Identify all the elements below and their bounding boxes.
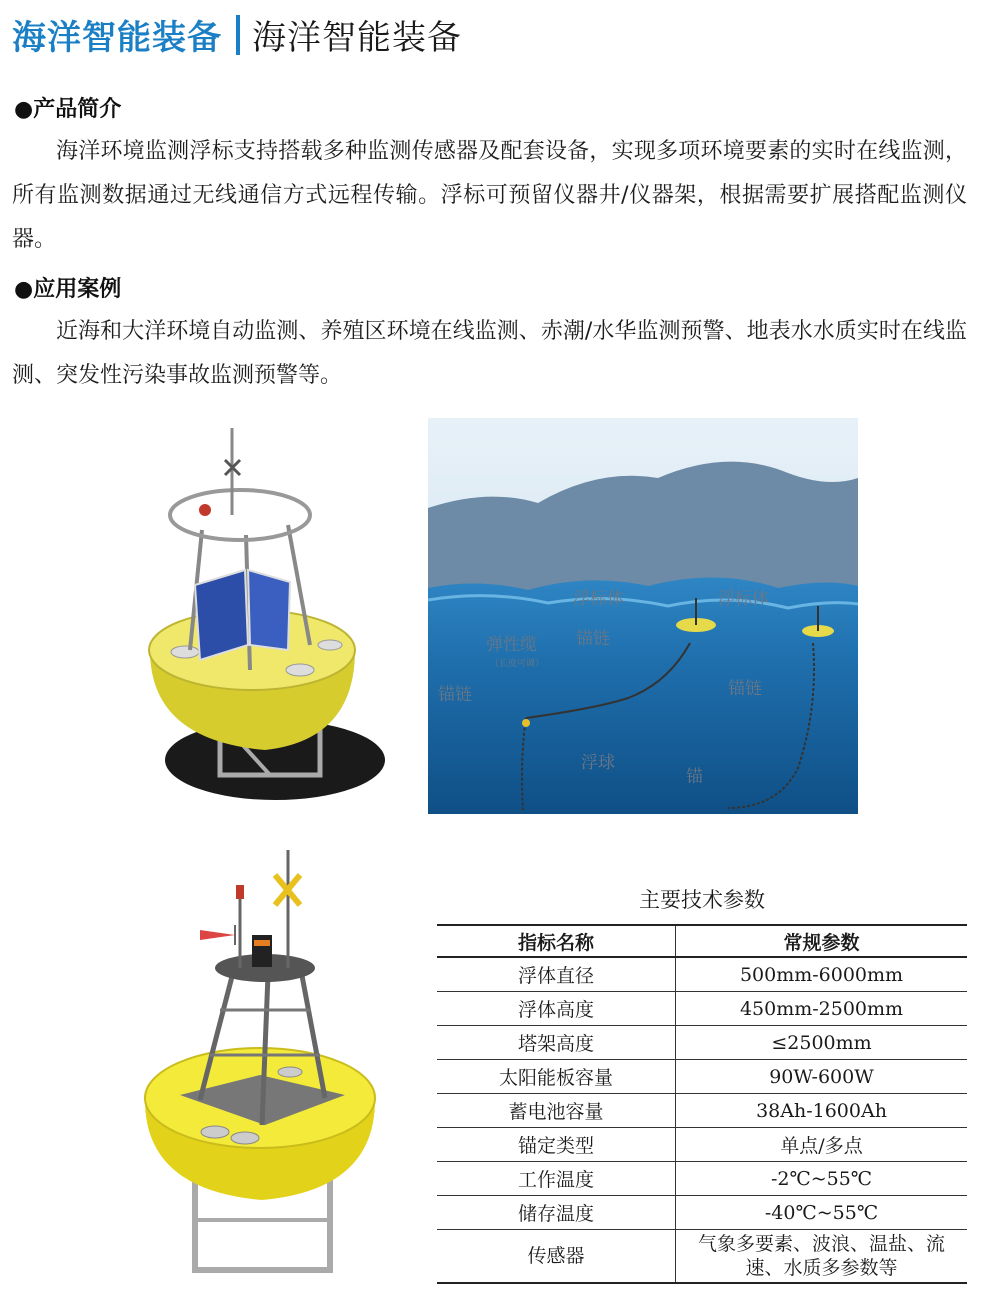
table-row xyxy=(437,1162,967,1196)
cell-value: 500mm-6000mm xyxy=(676,957,968,992)
intro-text: 海洋环境监测浮标支持搭载多种监测传感器及配套设备，实现多项环境要素的实时在线监测，所有监测数据通过无线通信方式远程传输。浮标可预留仪器井/仪器架，根据需要扩展搭配监测仪器。 xyxy=(12,139,967,252)
cell-value: 38Ah-1600Ah xyxy=(676,1094,968,1128)
cell-name: 太阳能板容量 xyxy=(437,1060,676,1094)
sea-background xyxy=(428,418,858,814)
cell-value: 单点/多点 xyxy=(676,1128,968,1162)
title-divider xyxy=(236,15,240,55)
label-anchor-chain-1: 锚链 xyxy=(576,629,610,649)
cell-value: ≤2500mm xyxy=(676,1026,968,1060)
cell-value: -2℃~55℃ xyxy=(676,1162,968,1196)
cell-name: 储存温度 xyxy=(437,1196,676,1230)
page-title: 海洋智能装备 xyxy=(12,18,222,58)
header-regular-params: 常规参数 xyxy=(676,925,968,957)
cell-name: 浮体直径 xyxy=(437,957,676,992)
label-float-ball: 浮球 xyxy=(581,753,615,773)
table-row xyxy=(437,1128,967,1162)
page-header xyxy=(12,10,462,59)
cell-value: 90W-600W xyxy=(676,1060,968,1094)
cell-name: 塔架高度 xyxy=(437,1026,676,1060)
label-buoy-body-1: 浮标体 xyxy=(573,589,624,609)
label-anchor: 锚 xyxy=(686,767,703,787)
label-elastic-cable: 弹性缆 xyxy=(486,635,537,655)
specs-table xyxy=(437,924,967,1284)
deployment-scene xyxy=(428,418,858,814)
table-row xyxy=(437,1196,967,1230)
table-row xyxy=(437,1230,967,1284)
label-anchor-chain-2: 锚链 xyxy=(438,685,472,705)
cell-name: 蓄电池容量 xyxy=(437,1094,676,1128)
label-buoy-body-2: 浮标体 xyxy=(718,589,769,609)
label-anchor-chain-3: 锚链 xyxy=(728,679,762,699)
intro-heading: ●产品简介 xyxy=(14,97,122,122)
cell-value: -40℃~55℃ xyxy=(676,1196,968,1230)
cell-name: 浮体高度 xyxy=(437,992,676,1026)
cell-name: 锚定类型 xyxy=(437,1128,676,1162)
cases-heading: ●应用案例 xyxy=(14,277,122,302)
cell-name: 工作温度 xyxy=(437,1162,676,1196)
table-header-row xyxy=(437,925,967,957)
header-indicator-name: 指标名称 xyxy=(437,925,676,957)
table-row xyxy=(437,1094,967,1128)
cell-value: 450mm-2500mm xyxy=(676,992,968,1026)
cases-text: 近海和大洋环境自动监测、养殖区环境在线监测、赤潮/水华监测预警、地表水水质实时在线监测、突发性污染事故监测预警等。 xyxy=(12,319,967,388)
buoy-tower-illustration xyxy=(140,840,400,1280)
specs-title: 主要技术参数 xyxy=(639,888,765,912)
page-subtitle: 海洋智能装备 xyxy=(252,18,462,58)
table-row xyxy=(437,1026,967,1060)
cell-name: 传感器 xyxy=(437,1230,676,1284)
label-elastic-cable-note: （长度可调） xyxy=(490,659,545,669)
table-row xyxy=(437,957,967,992)
cell-value: 气象多要素、波浪、温盐、流速、水质多参数等 xyxy=(676,1230,968,1284)
buoy-solar-illustration xyxy=(140,420,400,815)
table-row xyxy=(437,1060,967,1094)
table-row xyxy=(437,992,967,1026)
